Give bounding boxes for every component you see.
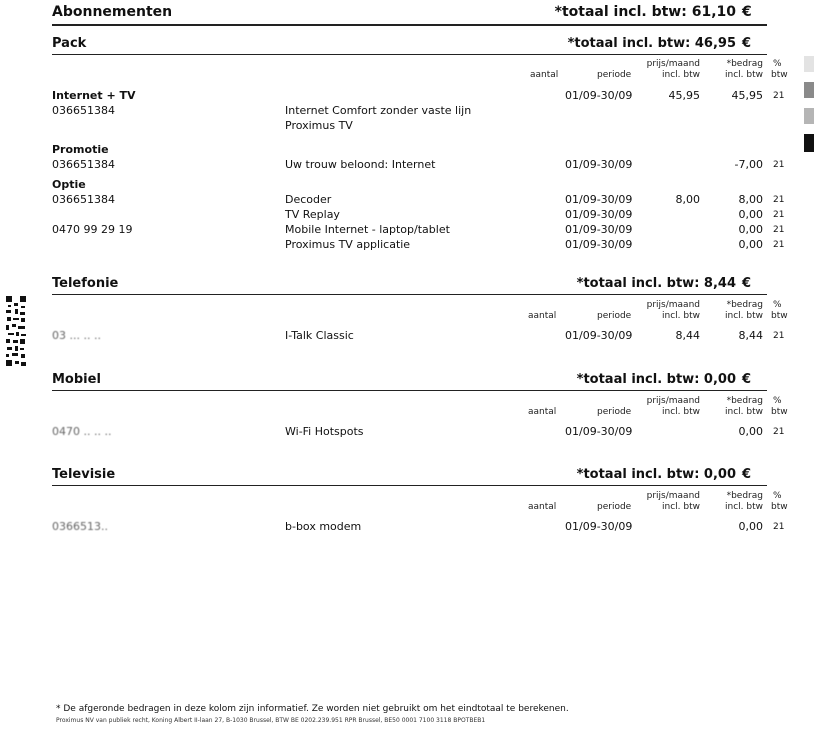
row-description: Wi-Fi Hotspots: [285, 425, 364, 438]
row-amount: 45,95: [731, 89, 763, 102]
col-btw-2: btw: [771, 407, 788, 417]
televisie-euro: €: [742, 467, 752, 482]
col-prijs-2: incl. btw: [662, 502, 700, 512]
col-aantal: aantal: [528, 502, 557, 512]
grand-total: *totaal incl. btw: 61,10: [554, 4, 736, 20]
group-promotie: Promotie: [52, 143, 109, 156]
row-price: 8,44: [675, 329, 700, 342]
col-prijs-2: incl. btw: [662, 407, 700, 417]
col-btw: %: [773, 491, 782, 501]
row-description: Decoder: [285, 193, 332, 206]
pack-title: Pack: [52, 36, 87, 51]
col-btw-2: btw: [771, 311, 788, 321]
row-amount: 0,00: [738, 425, 763, 438]
row-description: Uw trouw beloond: Internet: [285, 158, 436, 171]
col-periode: periode: [597, 70, 632, 80]
col-prijs: prijs/maand: [646, 491, 700, 501]
print-mark: [804, 108, 814, 124]
pack-euro: €: [742, 36, 752, 51]
row-number: 036651384: [52, 193, 115, 206]
mobiel-euro: €: [742, 372, 752, 387]
col-bedrag: *bedrag: [726, 491, 763, 501]
pack-total: *totaal incl. btw: 46,95: [567, 36, 736, 51]
col-bedrag: *bedrag: [726, 59, 763, 69]
row-description: I-Talk Classic: [285, 329, 354, 342]
col-periode: periode: [597, 502, 632, 512]
pack-rule: [52, 54, 767, 55]
col-btw: %: [773, 59, 782, 69]
row-vat: 21: [773, 91, 785, 101]
row-number: 03 ... .. ..: [52, 329, 101, 342]
row-price: 45,95: [668, 89, 700, 102]
telefonie-euro: €: [742, 276, 752, 291]
row-amount: 0,00: [738, 223, 763, 236]
col-aantal: aantal: [530, 70, 559, 80]
row-period: 01/09-30/09: [565, 238, 633, 251]
col-btw: %: [773, 396, 782, 406]
row-amount: 0,00: [738, 208, 763, 221]
televisie-title: Televisie: [52, 467, 116, 482]
page-title: Abonnementen: [52, 4, 173, 20]
col-btw-2: btw: [771, 502, 788, 512]
col-btw: %: [773, 300, 782, 310]
row-vat: 21: [773, 160, 785, 170]
row-amount: 0,00: [738, 520, 763, 533]
mobiel-total: *totaal incl. btw: 0,00: [576, 372, 736, 387]
row-period: 01/09-30/09: [565, 158, 633, 171]
row-number: 036651384: [52, 104, 115, 117]
col-bedrag-2: incl. btw: [725, 70, 763, 80]
col-prijs: prijs/maand: [646, 59, 700, 69]
row-period: 01/09-30/09: [565, 520, 633, 533]
row-description: Proximus TV applicatie: [285, 238, 411, 251]
row-description: b-box modem: [285, 520, 362, 533]
print-mark: [804, 134, 814, 152]
row-number: 0470 99 29 19: [52, 223, 133, 236]
footnote: * De afgeronde bedragen in deze kolom zijn informatief. Ze worden niet gebruikt om het eindtotaal te berekenen.: [56, 704, 569, 714]
col-prijs: prijs/maand: [646, 300, 700, 310]
telefonie-rule: [52, 294, 767, 295]
row-amount: -7,00: [734, 158, 763, 171]
row-period: 01/09-30/09: [565, 193, 633, 206]
row-description: TV Replay: [285, 208, 340, 221]
row-period: 01/09-30/09: [565, 329, 633, 342]
row-vat: 21: [773, 240, 785, 250]
col-bedrag-2: incl. btw: [725, 407, 763, 417]
row-description: Mobile Internet - laptop/tablet: [285, 223, 450, 236]
col-prijs: prijs/maand: [646, 396, 700, 406]
mobiel-title: Mobiel: [52, 372, 101, 387]
col-aantal: aantal: [528, 311, 557, 321]
row-vat: 21: [773, 225, 785, 235]
col-btw-2: btw: [771, 70, 788, 80]
row-price: 8,00: [675, 193, 700, 206]
row-period: 01/09-30/09: [565, 208, 633, 221]
col-periode: periode: [597, 407, 632, 417]
televisie-total: *totaal incl. btw: 0,00: [576, 467, 736, 482]
row-number: 0470 .. .. ..: [52, 425, 112, 438]
col-bedrag: *bedrag: [726, 396, 763, 406]
col-bedrag: *bedrag: [726, 300, 763, 310]
row-vat: 21: [773, 522, 785, 532]
print-mark: [804, 82, 814, 98]
row-number: 0366513..: [52, 520, 108, 533]
col-prijs-2: incl. btw: [662, 70, 700, 80]
row-vat: 21: [773, 427, 785, 437]
company-line: Proximus NV van publiek recht, Koning Albert II-laan 27, B-1030 Brussel, BTW BE 0202.239.951 RPR Brussel, BE50 0001 7100 3118 BPOTBEB1: [56, 717, 486, 724]
row-vat: 21: [773, 210, 785, 220]
mobiel-rule: [52, 390, 767, 391]
group-optie: Optie: [52, 178, 86, 191]
row-description: Internet Comfort zonder vaste lijn: [285, 104, 472, 117]
barcode-image: [5, 295, 27, 367]
row-period: 01/09-30/09: [565, 223, 633, 236]
col-bedrag-2: incl. btw: [725, 502, 763, 512]
row-period: 01/09-30/09: [565, 89, 633, 102]
print-mark: [804, 56, 814, 72]
televisie-rule: [52, 485, 767, 486]
col-periode: periode: [597, 311, 632, 321]
row-period: 01/09-30/09: [565, 425, 633, 438]
row-vat: 21: [773, 195, 785, 205]
telefonie-title: Telefonie: [52, 276, 119, 291]
row-vat: 21: [773, 331, 785, 341]
row-amount: 8,44: [738, 329, 763, 342]
title-rule: [52, 24, 767, 26]
row-description: Proximus TV: [285, 119, 353, 132]
telefonie-total: *totaal incl. btw: 8,44: [576, 276, 736, 291]
row-number: 036651384: [52, 158, 115, 171]
col-aantal: aantal: [528, 407, 557, 417]
col-prijs-2: incl. btw: [662, 311, 700, 321]
row-amount: 0,00: [738, 238, 763, 251]
grand-total-euro: €: [742, 4, 752, 20]
col-bedrag-2: incl. btw: [725, 311, 763, 321]
row-amount: 8,00: [738, 193, 763, 206]
group-internet-tv: Internet + TV: [52, 89, 136, 102]
